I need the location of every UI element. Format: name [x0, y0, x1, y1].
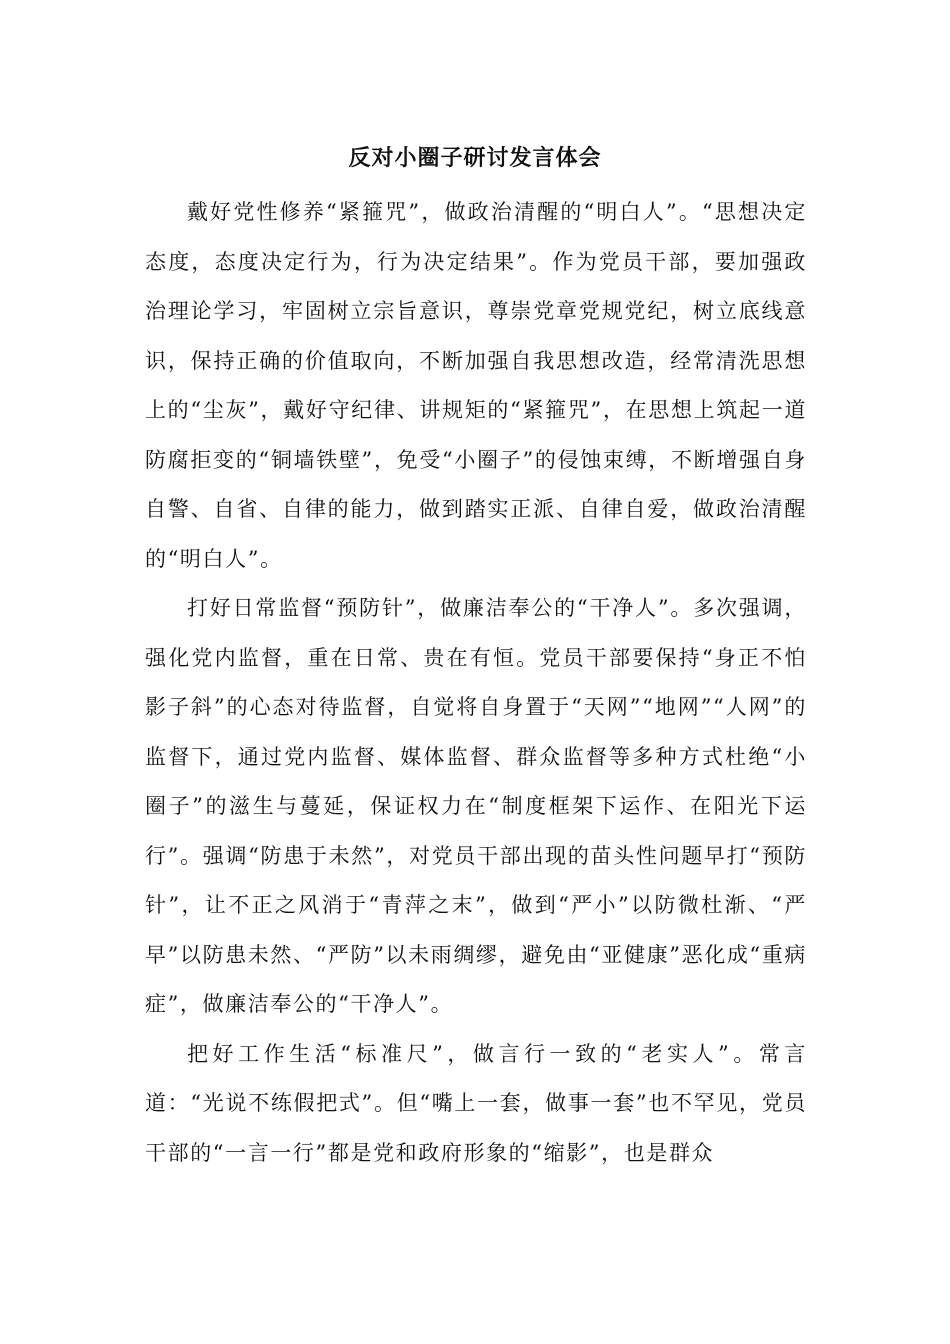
paragraph-3: 把好工作生活“标准尺”，做言行一致的“老实人”。常言道：“光说不练假把式”。但“嘴上一套，做事一套”也不罕见，党员干部的“一言一行”都是党和政府形象的“缩影”，也是群众 [145, 1041, 807, 1165]
document-title: 反对小圈子研讨发言体会 [348, 145, 602, 171]
document-body [145, 188, 807, 1178]
paragraph-2: 打好日常监督“预防针”，做廉洁奉公的“干净人”。多次强调，强化党内监督，重在日常、贵在有恒。党员干部要保持“身正不怕影子斜”的心态对待监督，自觉将自身置于“天网”“地网”“人网”的监督下，通过党内监督、媒体监督、群众监督等多种方式杜绝“小圈子”的滋生与蔓延，保证权力在“制度框架下运作、在阳光下运行”。强调“防患于未然”，对党员干部出现的苗头性问题早打“预防针”，让不正之风消于“青萍之末”，做到“严小”以防微杜渐、“严早”以防患未然、“严防”以未雨绸缪，避免由“亚健康”恶化成“重病症”，做廉洁奉公的“干净人”。 [145, 596, 807, 1016]
paragraph-1: 戴好党性修养“紧箍咒”，做政治清醒的“明白人”。“思想决定态度，态度决定行为，行为决定结果”。作为党员干部，要加强政治理论学习，牢固树立宗旨意识，尊崇党章党规党纪，树立底线意识，保持正确的价值取向，不断加强自我思想改造，经常清洗思想上的“尘灰”，戴好守纪律、讲规矩的“紧箍咒”，在思想上筑起一道防腐拒变的“铜墙铁壁”，免受“小圈子”的侵蚀束缚，不断增强自身自警、自省、自律的能力，做到踏实正派、自律自爱，做政治清醒的“明白人”。 [145, 200, 807, 571]
